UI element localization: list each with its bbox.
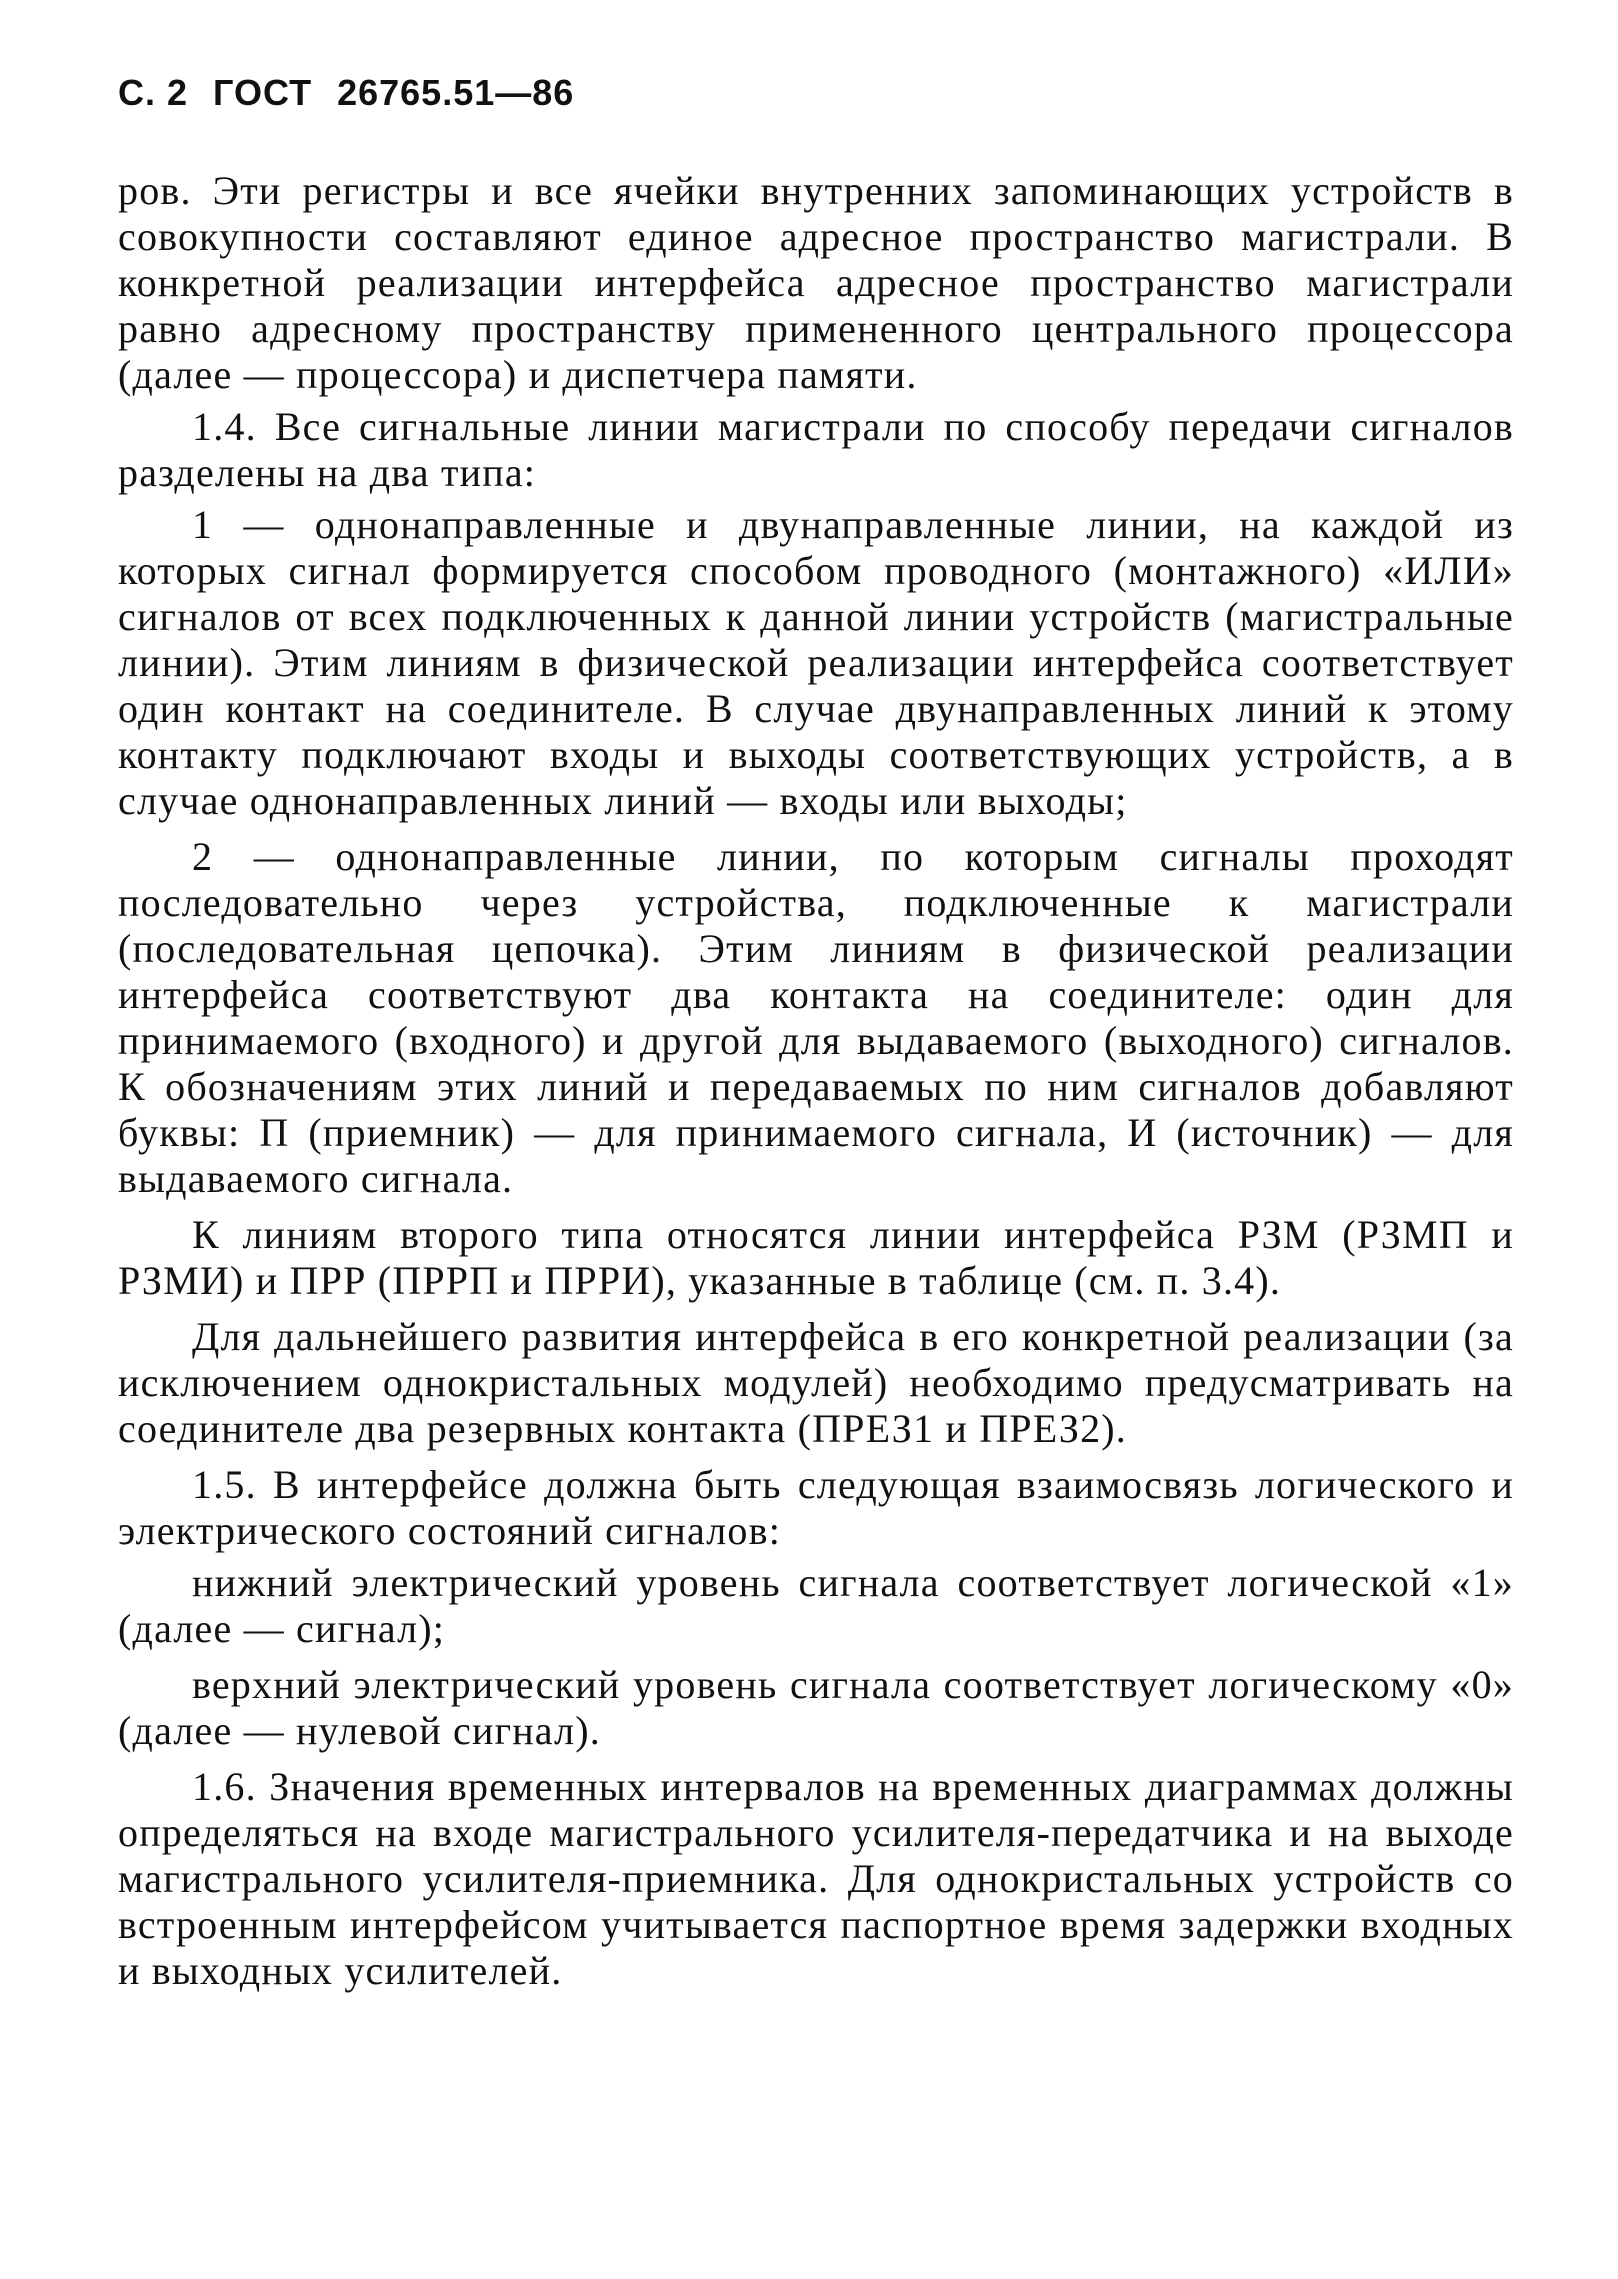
page-header bbox=[118, 72, 588, 114]
body-text bbox=[118, 168, 1514, 2000]
paragraph-low-level: нижний электрический уровень сигнала соответствует логической «1» (далее — сигнал); bbox=[118, 1560, 1514, 1651]
paragraph-1-4: 1.4. Все сигнальные линии магистрали по способу передачи сигналов разделены на два типа: bbox=[118, 404, 1514, 495]
standard-number: 26765.51—86 bbox=[337, 72, 575, 113]
paragraph-reserve-contacts: Для дальнейшего развития интерфейса в его конкретной реализации (за исключением однокристальных модулей) необходимо предусматривать на соединителе два резервных контакта (ПРЕЗ1 и ПРЕЗ2). bbox=[118, 1314, 1514, 1451]
paragraph-1-6: 1.6. Значения временных интервалов на временных диаграммах должны определяться на входе магистрального усилителя-передатчика и на выходе магистрального усилителя-приемника. Для однокристальных устройств со встроенным интерфейсом учитывается паспортное время задержки входных и выходных усилителей. bbox=[118, 1764, 1514, 1993]
paragraph-type-2: 2 — однонаправленные линии, по которым сигналы проходят последовательно через устройства, подключенные к магистрали (последовательная цепочка). Этим линиям в физической реализации интерфейса соответствуют два контакта на соединителе: один для принимаемого (входного) и другой для выдаваемого (выходного) сигналов. К обозначениям этих линий и передаваемых по ним сигналов добавляют буквы: П (приемник) — для принимаемого сигнала, И (источник) — для выдаваемого сигнала. bbox=[118, 834, 1514, 1201]
paragraph-1-5: 1.5. В интерфейсе должна быть следующая взаимосвязь логического и электрического состояний сигналов: bbox=[118, 1462, 1514, 1553]
paragraph-type-1: 1 — однонаправленные и двунаправленные линии, на каждой из которых сигнал формируется способом проводного (монтажного) «ИЛИ» сигналов от всех подключенных к данной линии устройств (магистральные линии). Этим линиям в физической реализации интерфейса соответствует один контакт на соединителе. В случае двунаправленных линий к этому контакту подключают входы и выходы соответствующих устройств, а в случае однонаправленных линий — входы или выходы; bbox=[118, 502, 1514, 823]
paragraph-high-level: верхний электрический уровень сигнала соответствует логическому «0» (далее — нулевой сигнал). bbox=[118, 1662, 1514, 1753]
paragraph-second-type-lines: К линиям второго типа относятся линии интерфейса РЗМ (РЗМП и РЗМИ) и ПРР (ПРРП и ПРРИ), указанные в таблице (см. п. 3.4). bbox=[118, 1212, 1514, 1303]
paragraph-continuation: ров. Эти регистры и все ячейки внутренних запоминающих устройств в совокупности составляют единое адресное пространство магистрали. В конкретной реализации интерфейса адресное пространство магистрали равно адресному пространству примененного центрального процессора (далее — процессора) и диспетчера памяти. bbox=[118, 168, 1514, 397]
page-number: С. 2 bbox=[118, 72, 189, 113]
standard-label: ГОСТ bbox=[213, 72, 313, 113]
